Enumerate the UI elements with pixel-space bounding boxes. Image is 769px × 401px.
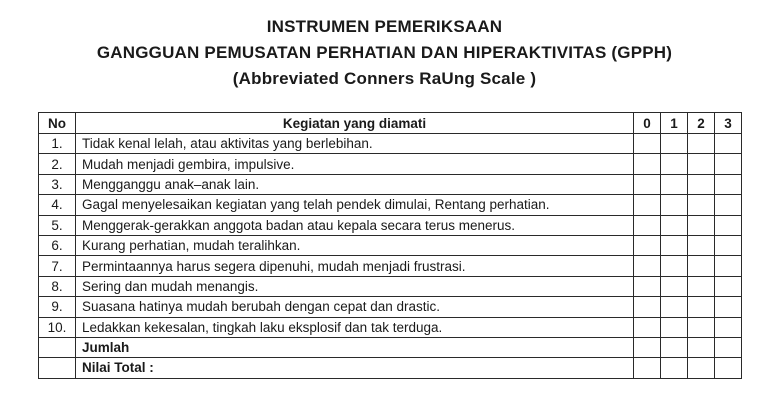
row-number: 7.: [39, 256, 76, 276]
table-header-row: [39, 113, 742, 134]
score-cell-0[interactable]: [634, 276, 661, 296]
rating-scale-table: [38, 112, 742, 379]
table-row: [39, 297, 742, 317]
score-cell-3[interactable]: [715, 195, 742, 215]
row-activity: Permintaannya harus segera dipenuhi, mudah menjadi frustrasi.: [76, 256, 634, 276]
jumlah-score-3[interactable]: [715, 337, 742, 357]
score-cell-2[interactable]: [688, 154, 715, 174]
score-cell-2[interactable]: [688, 276, 715, 296]
title-line-1: INSTRUMEN PEMERIKSAAN: [266, 17, 503, 36]
score-cell-0[interactable]: [634, 154, 661, 174]
row-number: 3.: [39, 174, 76, 194]
score-cell-0[interactable]: [634, 174, 661, 194]
score-cell-1[interactable]: [661, 256, 688, 276]
jumlah-number-cell: [39, 337, 76, 357]
table-row: [39, 256, 742, 276]
jumlah-score-1[interactable]: [661, 337, 688, 357]
jumlah-row: [39, 337, 742, 357]
header-score-2: 2: [688, 113, 715, 134]
score-cell-1[interactable]: [661, 235, 688, 255]
table-row: [39, 134, 742, 154]
score-cell-1[interactable]: [661, 297, 688, 317]
nilai-total-row: [39, 358, 742, 378]
table-row: [39, 276, 742, 296]
row-activity: Mudah menjadi gembira, impulsive.: [76, 154, 634, 174]
score-cell-3[interactable]: [715, 276, 742, 296]
score-cell-2[interactable]: [688, 297, 715, 317]
row-activity: Sering dan mudah menangis.: [76, 276, 634, 296]
table-row: [39, 215, 742, 235]
score-cell-2[interactable]: [688, 195, 715, 215]
title-line-3: (Abbreviated Conners RaUng Scale ): [232, 69, 537, 88]
nilai-total-score-3[interactable]: [715, 358, 742, 378]
header-score-1: 1: [661, 113, 688, 134]
table-row: [39, 174, 742, 194]
score-cell-3[interactable]: [715, 256, 742, 276]
table-row: [39, 317, 742, 337]
score-cell-0[interactable]: [634, 215, 661, 235]
row-number: 10.: [39, 317, 76, 337]
jumlah-label: Jumlah: [76, 337, 634, 357]
score-cell-1[interactable]: [661, 276, 688, 296]
header-score-3: 3: [715, 113, 742, 134]
score-cell-0[interactable]: [634, 235, 661, 255]
score-cell-2[interactable]: [688, 174, 715, 194]
header-activity: Kegiatan yang diamati: [76, 113, 634, 134]
score-cell-1[interactable]: [661, 134, 688, 154]
row-activity: Ledakkan kekesalan, tingkah laku eksplosif dan tak terduga.: [76, 317, 634, 337]
score-cell-2[interactable]: [688, 256, 715, 276]
score-cell-3[interactable]: [715, 154, 742, 174]
score-cell-1[interactable]: [661, 317, 688, 337]
score-cell-3[interactable]: [715, 297, 742, 317]
score-cell-2[interactable]: [688, 235, 715, 255]
score-cell-3[interactable]: [715, 134, 742, 154]
row-number: 8.: [39, 276, 76, 296]
document-heading: [0, 14, 769, 92]
nilai-total-score-0[interactable]: [634, 358, 661, 378]
jumlah-score-0[interactable]: [634, 337, 661, 357]
score-cell-3[interactable]: [715, 317, 742, 337]
row-number: 1.: [39, 134, 76, 154]
nilai-total-number-cell: [39, 358, 76, 378]
score-cell-1[interactable]: [661, 215, 688, 235]
score-cell-0[interactable]: [634, 317, 661, 337]
score-cell-3[interactable]: [715, 215, 742, 235]
score-cell-0[interactable]: [634, 297, 661, 317]
score-cell-1[interactable]: [661, 154, 688, 174]
row-number: 5.: [39, 215, 76, 235]
row-activity: Kurang perhatian, mudah teralihkan.: [76, 235, 634, 255]
row-number: 6.: [39, 235, 76, 255]
score-cell-0[interactable]: [634, 195, 661, 215]
row-activity: Tidak kenal lelah, atau aktivitas yang berlebihan.: [76, 134, 634, 154]
row-activity: Mengganggu anak–anak lain.: [76, 174, 634, 194]
title-line-2: GANGGUAN PEMUSATAN PERHATIAN DAN HIPERAKTIVITAS (GPPH): [96, 43, 673, 62]
score-cell-0[interactable]: [634, 256, 661, 276]
row-activity: Menggerak-gerakkan anggota badan atau kepala secara terus menerus.: [76, 215, 634, 235]
row-number: 4.: [39, 195, 76, 215]
table-row: [39, 195, 742, 215]
row-number: 9.: [39, 297, 76, 317]
row-activity: Gagal menyelesaikan kegiatan yang telah pendek dimulai, Rentang perhatian.: [76, 195, 634, 215]
score-cell-2[interactable]: [688, 317, 715, 337]
score-cell-2[interactable]: [688, 215, 715, 235]
score-cell-0[interactable]: [634, 134, 661, 154]
header-score-0: 0: [634, 113, 661, 134]
score-cell-1[interactable]: [661, 195, 688, 215]
nilai-total-score-2[interactable]: [688, 358, 715, 378]
nilai-total-score-1[interactable]: [661, 358, 688, 378]
table-row: [39, 154, 742, 174]
score-cell-1[interactable]: [661, 174, 688, 194]
nilai-total-label: Nilai Total :: [76, 358, 634, 378]
score-cell-3[interactable]: [715, 235, 742, 255]
row-activity: Suasana hatinya mudah berubah dengan cepat dan drastic.: [76, 297, 634, 317]
score-cell-2[interactable]: [688, 134, 715, 154]
row-number: 2.: [39, 154, 76, 174]
header-no: No: [39, 113, 76, 134]
score-cell-3[interactable]: [715, 174, 742, 194]
table-row: [39, 235, 742, 255]
jumlah-score-2[interactable]: [688, 337, 715, 357]
